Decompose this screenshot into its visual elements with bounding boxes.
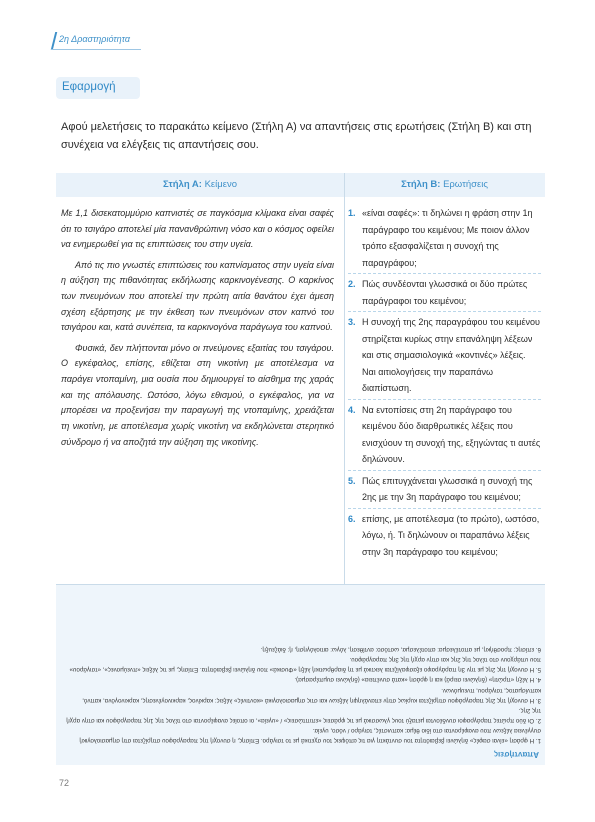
- question-number: 6.: [348, 513, 356, 524]
- intro-instructions: Αφού μελετήσεις το παρακάτω κείμενο (Στήλη Α) να απαντήσεις στις ερωτήσεις (Στήλη Β) και στη συνέχεια να ελέγξεις τις απαντήσεις σου.: [61, 121, 532, 151]
- column-b-questions: [348, 205, 541, 564]
- column-a-header: [56, 179, 344, 190]
- question-text: επίσης, με αποτέλεσμα (το πρώτο), ωστόσο, λόγω, ή. Τι δηλώνουν οι παραπάνω λέξεις στην 3η παράγραφο του κειμένου;: [362, 513, 540, 557]
- answers-rotated-content: [56, 585, 545, 765]
- column-b-header: [344, 179, 545, 190]
- column-a-text: [61, 206, 334, 455]
- question-text: «είναι σαφές»: τι δηλώνει η φράση στην 1η παράγραφο του κειμένου; Με ποιον άλλον τρόπο εξασφαλίζεται η συνοχή της παραγράφου;: [362, 208, 533, 268]
- header-underline: [51, 49, 141, 50]
- question-text: Πώς συνδέονται γλωσσικά οι δύο πρώτες παράγραφοι του κειμένου;: [362, 279, 528, 306]
- answer-item: 3. Η συνοχή της 2ης παραγράφου στηρίζεται κυρίως στην επανάληψη λέξεων και στις σημασιολογικά «κοντινές» λέξεις: καρκίνος, καρκινογένεσης, καρκινογόνα, καπνό, καπνίσματος, τσιγάρου, πνευμόνων.: [82, 687, 541, 704]
- question-number: 2.: [348, 279, 356, 289]
- column-a-header-bold: Στήλη Α:: [162, 179, 202, 190]
- column-b-header-bold: Στήλη Β:: [401, 179, 441, 190]
- answers-title: Απαντήσεις: [493, 750, 539, 759]
- answer-item: 1. Η φράση «είναι σαφές» δηλώνει βεβαιότητα του συντάκτη για τις απόψεις του σχετικά με το τσιγάρο. Επίσης, η συνοχή της παραγράφου στηρίζεται στη σημασιολογική συγγένεια λέξεων που αναφέρονται στο ίδιο θέμα: καπνιστές, τσιγάρο / νόσο, υγεία.: [79, 727, 541, 744]
- question-item: [348, 402, 541, 471]
- answer-item: 2. Οι δύο πρώτες παράγραφοι συνδέονται μεταξύ τους γλωσσικά με τις φράσεις «επιπτώσεις» / «υγεία», οι οποίες αναφέρονται στο τέλος της 1ης παραγράφου και στην αρχή της 2ης.: [66, 707, 541, 724]
- section-label-box: [56, 77, 140, 99]
- text-paragraph-1: Με 1,1 δισεκατομμύριο καπνιστές σε παγκόσμια κλίμακα είναι σαφές ότι το τσιγάρο αποτελεί μία πανανθρώπινη νόσο και ο κόσμος οφείλει να ενημερωθεί για τις επιπτώσεις του στην υγεία.: [61, 208, 334, 250]
- question-number: 4.: [348, 404, 356, 415]
- question-number: 3.: [348, 317, 356, 327]
- question-item: [348, 314, 541, 400]
- question-text: Η συνοχή της 2ης παραγράφου του κειμένου στηρίζεται κυρίως στην επανάληψη λέξεων και στις σημασιολογικά «κοντινές» λέξεις. Ναι αιτιολογήσεις την παραπάνω διαπίστωση.: [362, 317, 540, 393]
- chapter-header: [47, 30, 297, 52]
- question-item: [348, 511, 541, 563]
- answers-body: [60, 643, 541, 745]
- text-paragraph-2: Από τις πιο γνωστές επιπτώσεις του καπνίσματος στην υγεία είναι η αύξηση της πιθανότητας εκδήλωσης καρκινογένεσης. Ο καρκίνος των πνευμόνων που αποτελεί την πρώτη αιτία θανάτου έχει άμεση σχέση εξάρτησης με την έκθεση των πνευμόνων στον καπνό του τσιγάρου και, κατά συνέπεια, τα καρκινογόνα παράγωγα του καπνού.: [61, 259, 335, 333]
- question-text: Πώς επιτυγχάνεται γλωσσικά η συνοχή της 2ης με την 3η παράγραφο του κειμένου;: [362, 475, 533, 502]
- column-divider: [344, 173, 345, 605]
- answer-item: 4. Η λέξη «πρώτη» (δηλώνει σειρά) και η φράση «κατά συνέπεια» (δηλώνει συμπέρασμα).: [294, 676, 541, 684]
- question-item: [348, 473, 541, 509]
- column-b-header-rest: Ερωτήσεις: [443, 179, 488, 190]
- chapter-title: 2η Δραστηριότητα: [59, 34, 130, 44]
- question-number: 5.: [348, 475, 356, 486]
- page-number: 72: [59, 778, 70, 788]
- answer-item: 5. Η συνοχή της 2ης με την 3η παράγραφο εξασφαλίζεται λεκτικά με τη διαρθρωτική λέξη «Φυσικά» που δηλώνει βεβαιότητα. Επίσης, με τις λέξεις «πνεύμονες», «τσιγάρου» που υπάρχουν στο τέλος της 2ης και στην αρχή της 3ης παραγράφου.: [69, 656, 541, 673]
- answers-box-upside-down: [56, 584, 545, 765]
- table-header: [56, 173, 545, 197]
- question-item: [348, 276, 541, 312]
- section-label: Εφαρμογή: [62, 81, 116, 93]
- question-number: 1.: [348, 208, 356, 218]
- header-slash-mark: [45, 32, 57, 50]
- question-text: Να εντοπίσεις στη 2η παράγραφο του κειμένου δύο διαρθρωτικές λέξεις που ενισχύουν τη συνοχή της, εξηγώντας τι αυτές δηλώνουν.: [362, 404, 541, 464]
- question-item: [348, 205, 541, 274]
- text-paragraph-3: Φυσικά, δεν πλήττονται μόνο οι πνεύμονες εξαιτίας του τσιγάρου. Ο εγκέφαλος, επίσης, εθίζεται στη νικοτίνη με αποτέλεσμα να παράγει ντοπαμίνη, μια ουσία που δημιουργεί το αίσθημα της χαράς και της απόλαυσης. Ωστόσο, λόγω εθισμού, ο εγκέφαλος, για να μπορέσει να προξενήσει την παραγωγή της ντοπαμίνης, χρειάζεται τη νικοτίνη, με αποτέλεσμα χωρίς νικοτίνη να εκδηλώνεται στερητικό σύνδρομο ή να αποζητά την αύξηση της νικοτίνης.: [61, 342, 334, 447]
- column-a-header-rest: Κείμενο: [204, 179, 238, 190]
- answer-item: 6. επίσης: προσθήκη, με αποτέλεσμα: αποτέλεσμα, ωστόσο: αντίθεση, λόγω: αιτιολόγηση, ή: διάζευξη.: [260, 645, 541, 653]
